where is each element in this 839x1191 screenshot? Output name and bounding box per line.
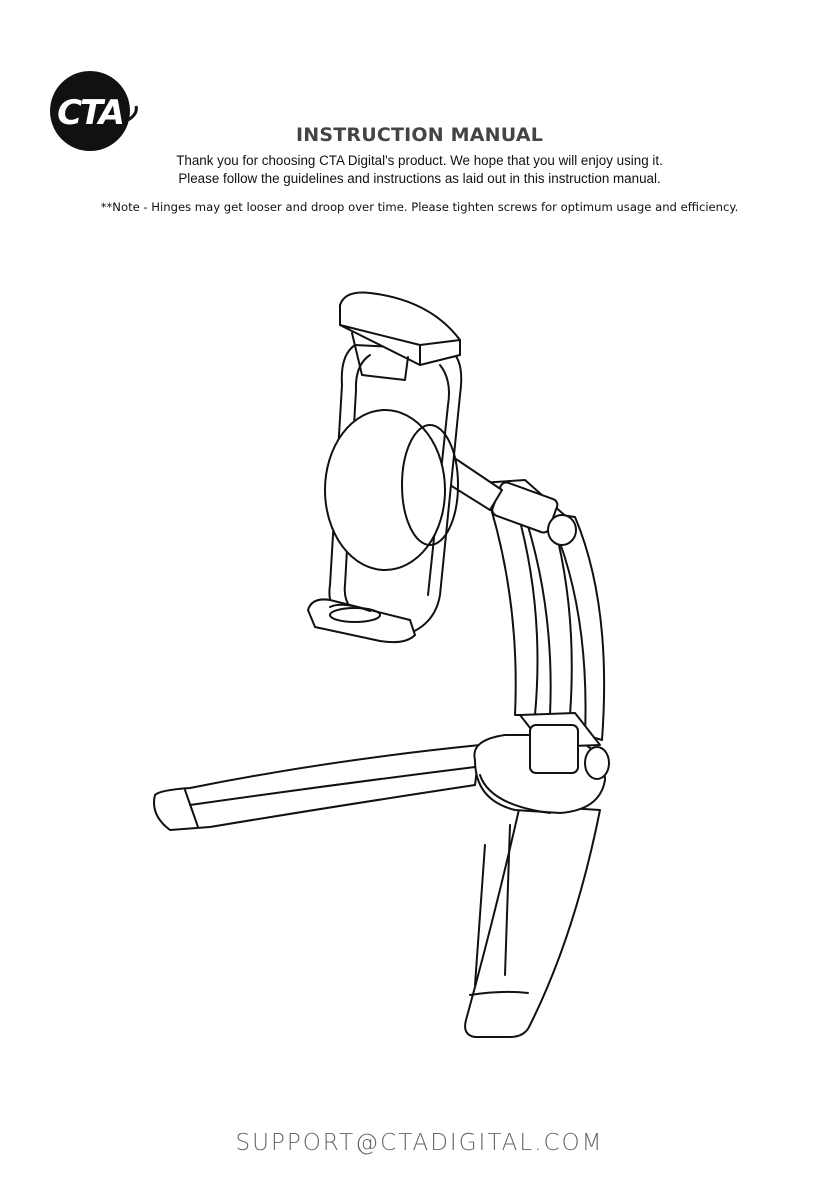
page-title: INSTRUCTION MANUAL [295, 124, 544, 146]
svg-text:CTA: CTA [57, 93, 123, 133]
intro-text [0, 152, 839, 188]
intro-line-2: Please follow the guidelines and instructions as laid out in this instruction manual. [178, 171, 661, 186]
intro-line-1: Thank you for choosing CTA Digital's product. We hope that you will enjoy using it. [176, 153, 663, 168]
support-email: SUPPORT@CTADIGITAL.COM [235, 1130, 604, 1156]
note-text: **Note - Hinges may get looser and droop over time. Please tighten screws for optimum usage and efficiency. [100, 200, 739, 214]
tablet-stand-icon [130, 285, 620, 1045]
